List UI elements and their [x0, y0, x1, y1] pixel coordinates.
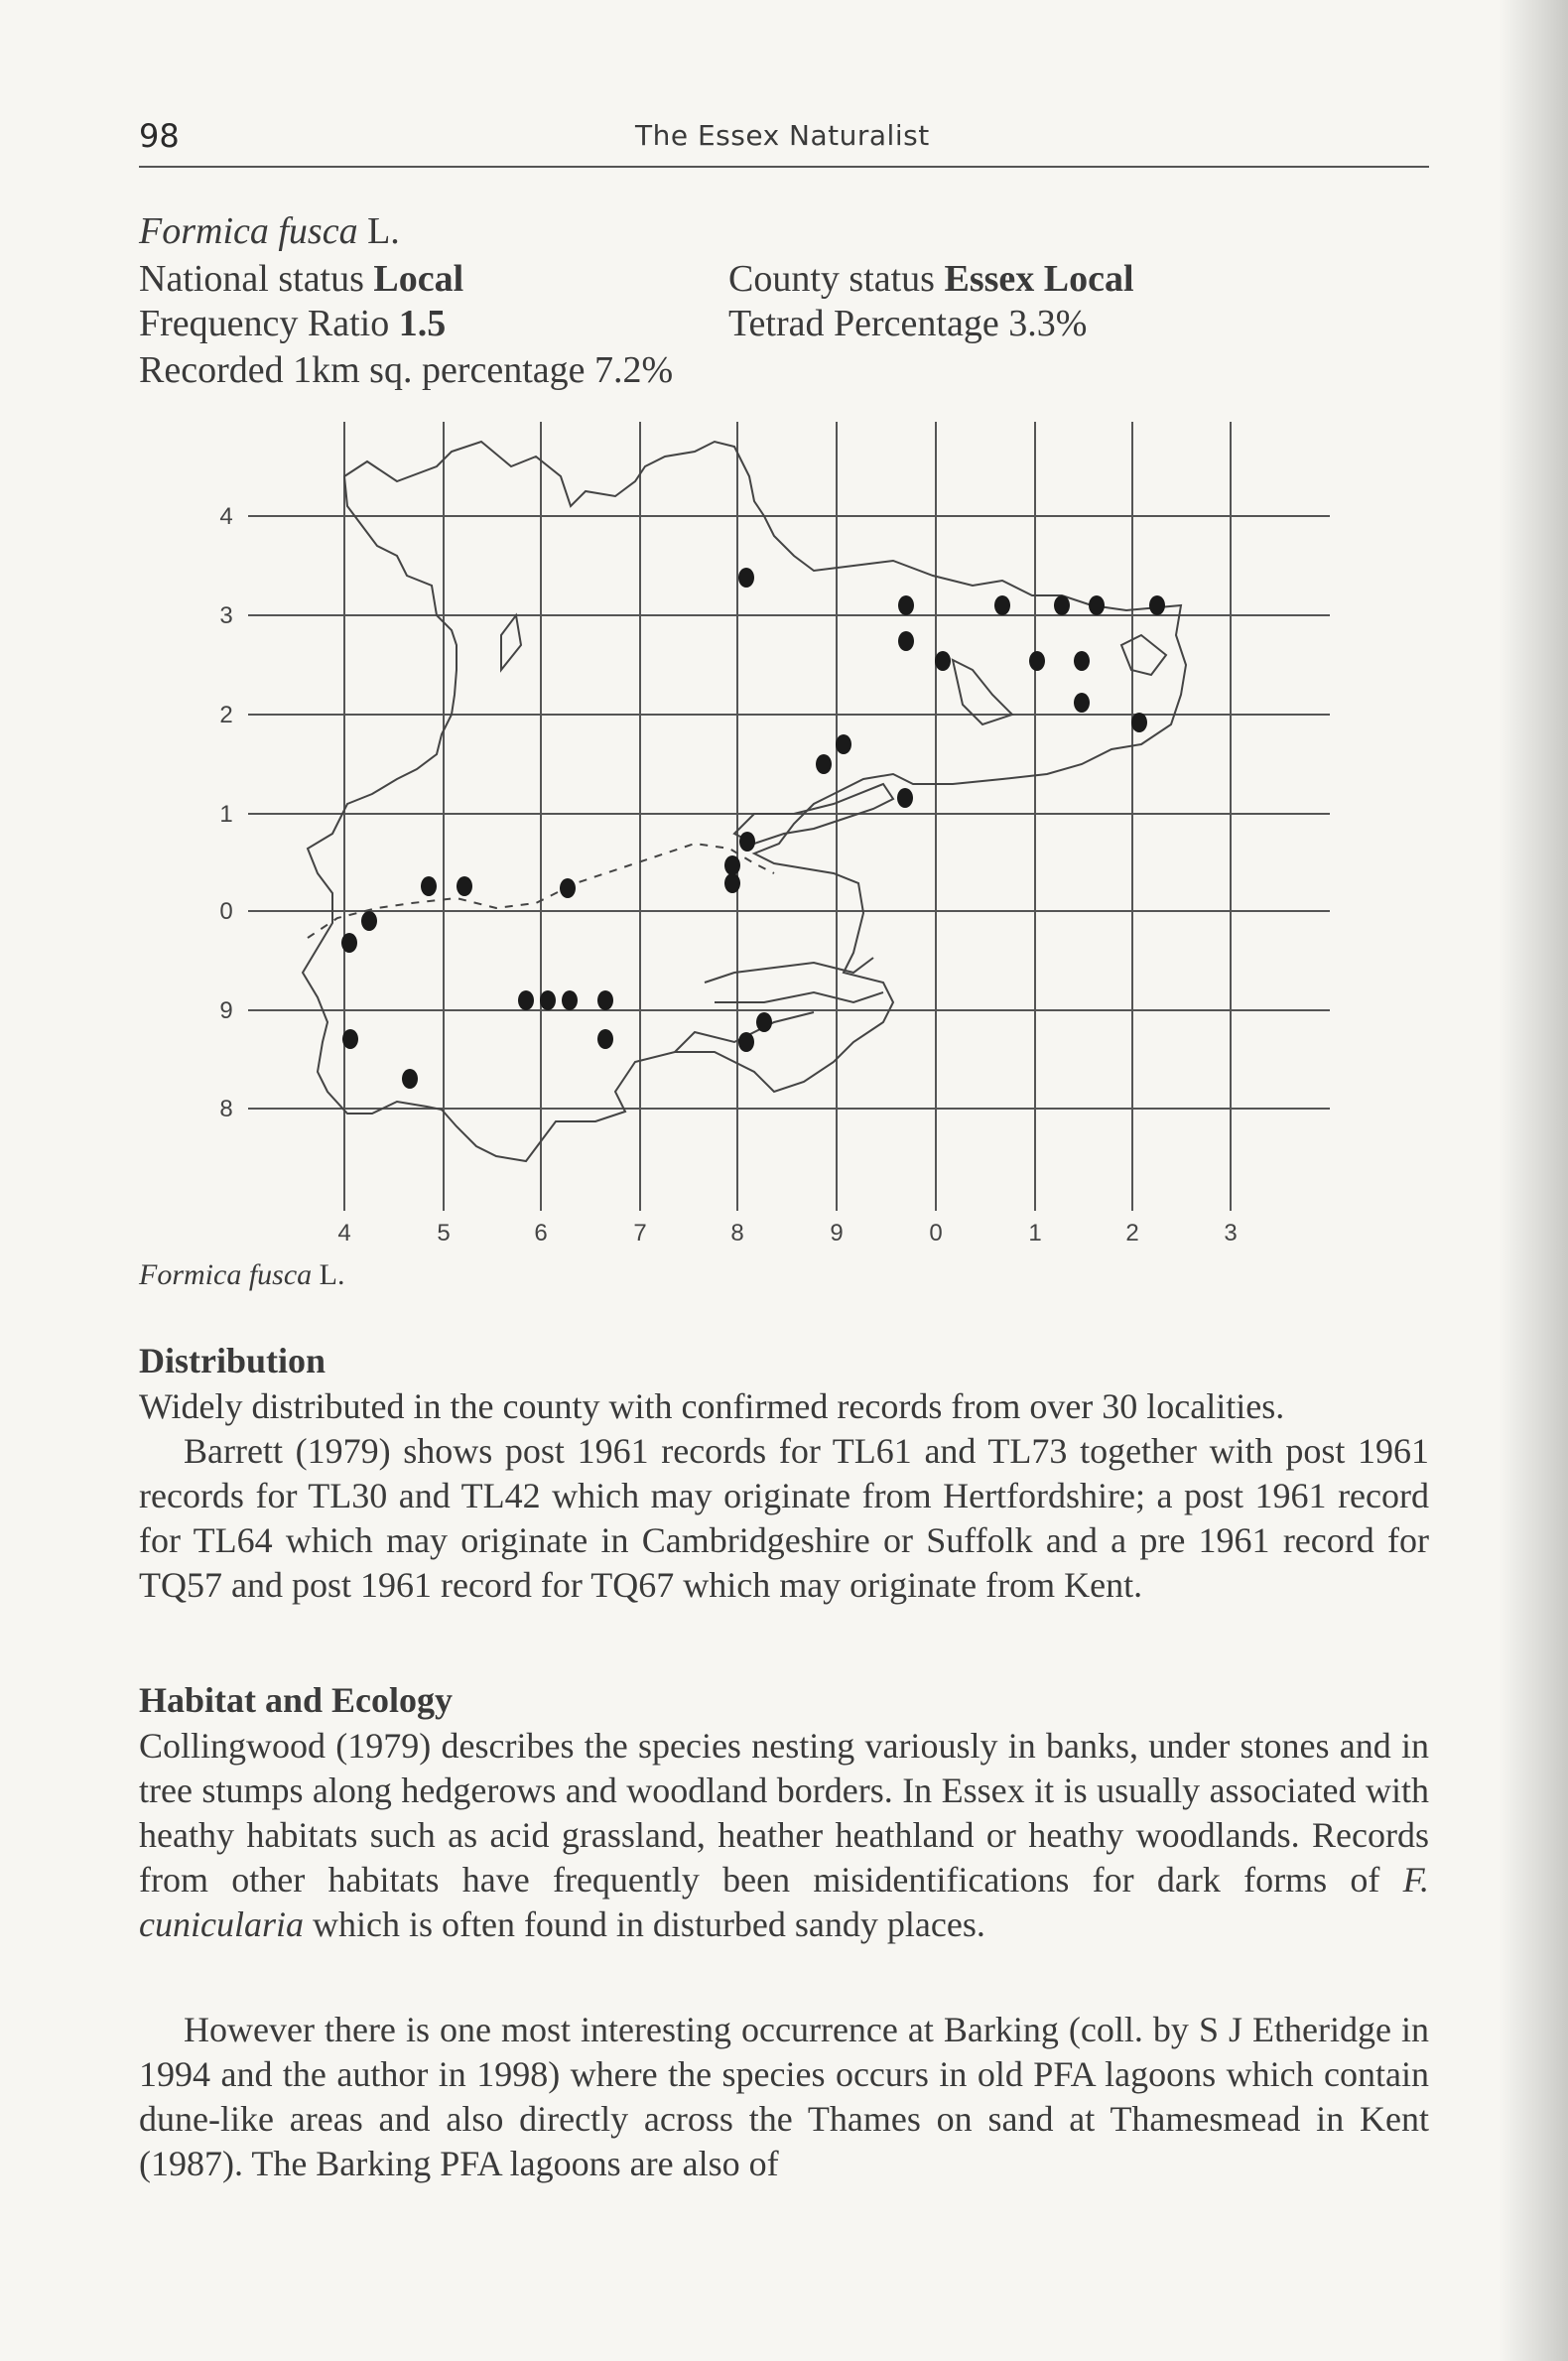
- habitat-p1-text-a: Collingwood (1979) describes the species nesting variously in banks, under stones and in tree stumps along hedgerows and woodland borders. In Essex it is usually associated with heathy habitats such as acid grassland, heather heathland or heathy woodlands. Records from other habitats have frequently been misidentifications for dark forms of: [139, 1726, 1429, 1900]
- recorded-label: Recorded 1km sq. percentage: [139, 349, 586, 391]
- map-caption-author: L.: [319, 1258, 345, 1291]
- x-label-4: 4: [337, 1220, 351, 1246]
- x-label-5: 5: [437, 1220, 451, 1246]
- y-label-1: 1: [219, 801, 233, 828]
- y-label-4: 4: [219, 503, 233, 530]
- tetrad-percentage-label: Tetrad Percentage: [728, 303, 999, 344]
- running-header: [139, 111, 1429, 171]
- distribution-paragraph-2: Barrett (1979) shows post 1961 records for TL61 and TL73 together with post 1961 records for TL30 and TL42 which may originate from Hertfordshire; a post 1961 record for TL64 which may originate in Cambridgeshire or Suffolk and a pre 1961 record for TQ57 and post 1961 record for TQ67 which may originate from Kent.: [139, 1431, 1429, 1605]
- distribution-map: [198, 407, 1340, 1280]
- distribution-paragraph-1: Widely distributed in the county with confirmed records from over 30 localities.: [139, 1386, 1285, 1426]
- habitat-heading: Habitat and Ecology: [139, 1680, 454, 1720]
- county-status-value: Essex Local: [944, 258, 1134, 300]
- county-status-label: County status: [728, 258, 935, 300]
- x-label-9: 9: [830, 1220, 844, 1246]
- x-label-7: 7: [633, 1220, 647, 1246]
- distribution-heading: Distribution: [139, 1341, 327, 1380]
- recorded-value: 7.2%: [594, 349, 674, 391]
- habitat-paragraph-2: However there is one most interesting occurrence at Barking (coll. by S J Etheridge in 1994 and the author in 1998) where the species occurs in old PFA lagoons which contain dune-like areas and also directly across the Thames on sand at Thamesmead in Kent (1987). The Barking PFA lagoons are also of: [139, 2010, 1429, 2183]
- national-status-value: Local: [373, 258, 464, 300]
- county-status: [728, 256, 1134, 302]
- tetrad-percentage-value: 3.3%: [1008, 303, 1088, 344]
- map-caption-name: Formica fusca: [139, 1258, 313, 1291]
- national-status: [139, 256, 463, 302]
- x-label-3: 3: [1224, 1220, 1238, 1246]
- species-title: [139, 208, 400, 254]
- x-label-2: 2: [1125, 1220, 1139, 1246]
- y-label-3: 3: [219, 602, 233, 629]
- y-label-9: 9: [219, 997, 233, 1024]
- x-label-1: 1: [1028, 1220, 1042, 1246]
- habitat-p1-text-b: which is often found in disturbed sandy places.: [303, 1904, 985, 1944]
- county-outline: [303, 442, 1186, 1161]
- x-label-0: 0: [929, 1220, 943, 1246]
- y-label-2: 2: [219, 702, 233, 728]
- national-status-label: National status: [139, 258, 364, 300]
- journal-title: The Essex Naturalist: [635, 119, 930, 152]
- map-caption: [139, 1258, 344, 1292]
- frequency-ratio: [139, 301, 446, 346]
- species-author: L.: [367, 210, 400, 252]
- header-rule: [139, 166, 1429, 168]
- habitat-paragraph-1: [139, 1724, 1429, 1947]
- recorded-percentage: [139, 347, 673, 393]
- x-label-6: 6: [534, 1220, 548, 1246]
- page-edge-shadow: [1499, 0, 1568, 2361]
- tetrad-percentage: [728, 301, 1087, 346]
- page-number: 98: [139, 117, 180, 155]
- y-label-0: 0: [219, 898, 233, 925]
- frequency-ratio-label: Frequency Ratio: [139, 303, 390, 344]
- map-grid: [248, 422, 1330, 1211]
- habitat-p1-species: F. cunicularia: [139, 1860, 1429, 1944]
- y-label-8: 8: [219, 1096, 233, 1122]
- x-label-8: 8: [730, 1220, 744, 1246]
- frequency-ratio-value: 1.5: [398, 303, 447, 344]
- species-name: Formica fusca: [139, 210, 358, 252]
